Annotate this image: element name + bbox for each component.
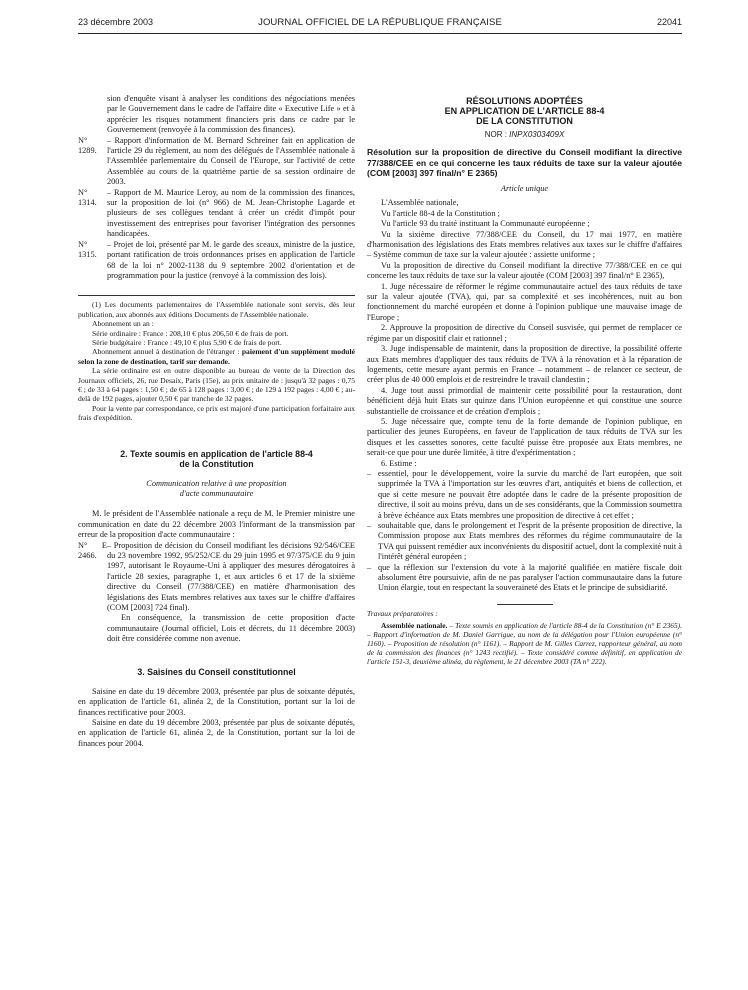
entry-number: N° E 2466. xyxy=(78,540,107,561)
list-item xyxy=(367,469,682,521)
continued-entry-text: sion d'enquête visant à analyser les conditions des négociations menées par le Gouvernement dans le cadre de l'affaire dite « Executive Life » et à apprécier les risques notamment financiers pris dans ce cadre par le Gouvernement (renvoyée à la commission des finances). xyxy=(107,94,355,135)
separator-rule xyxy=(497,604,553,605)
section-2-paragraph: M. le président de l'Assemblée nationale a reçu de M. le Premier ministre une communication en date du 22 décembre 2003 l'informant de la transmission par erreur de la proposition d'acte communautaire : xyxy=(78,509,355,540)
section-2-subtitle-line-1: Communication relative à une proposition xyxy=(146,478,287,488)
footnote-block xyxy=(78,295,355,422)
resolution-point: 1. Juge nécessaire de réformer le régime communautaire actuel des taux réduits de taxe sur la valeur ajoutée (TVA), qui, par sa complexité et ses incohérences, nuit au bon fonctionnement du marché européen et donne à l'opinion publique une mauvaise image de l'Europe ; xyxy=(367,281,682,322)
vu-paragraph: Vu la sixième directive 77/388/CEE du Conseil, du 17 mai 1977, en matière d'harmonisation des législations des Etats membres relatives aux taxes sur le chiffre d'affaires – Système commun de taxe sur la valeur ajoutée : assiette uniforme ; xyxy=(367,229,682,260)
saisine-paragraph: Saisine en date du 19 décembre 2003, présentée par plus de soixante députés, en application de l'article 61, alinéa 2, de la Constitution, portant sur la loi de finances pour 2004. xyxy=(78,717,355,748)
subscription-budget: Série budgétaire : France : 49,10 € plus 5,90 € de frais de port. xyxy=(92,337,282,347)
entry-text: – Rapport d'information de M. Bernard Schreiner fait en application de l'article 29 du règlement, au nom des délégués de l'Assemblée nationale à l'Assemblée parlementaire du Conseil de l'Europe, sur l'activité de cette Assemblée au cours de la quatrième partie de sa session ordinaire de 2003. xyxy=(107,135,355,187)
subscription-label: Abonnement un an : xyxy=(92,319,154,329)
sale-prices: La série ordinaire est en outre disponible au bureau de vente de la Direction des Journaux officiels, 26, rue Desaix, Paris (15e), au prix unitaire de : jusqu'à 32 pages : 0,75 € ; de 33 à 64 pages : 1,50 € ; de 65 à 128 pages : 3,00 € ; de 129 à 192 pages : 4,00 € ; au-delà de 192 pages, ajouter 0,50 € par tranche de 32 pages. xyxy=(78,366,355,404)
list-item xyxy=(78,240,355,282)
mail-order-note: Pour la vente par correspondance, ce prix est majoré d'une participation forfaitaire aux frais d'expédition. xyxy=(78,403,355,423)
header-page-number: 22041 xyxy=(656,17,682,27)
vu-paragraph: Vu l'article 93 du traité instituant la Communauté européenne ; xyxy=(381,219,590,229)
subscription-abroad-terms: paiement d'un supplément modulé selon la zone de destination, tarif sur demande. xyxy=(78,347,356,366)
subscription-ordinary: Série ordinaire : France : 208,10 € plus 206,50 € de frais de port. xyxy=(92,328,289,338)
article-heading: Article unique xyxy=(500,184,549,194)
entry-continuation: En conséquence, la transmission de cette proposition d'acte communautaire (Journal officiel, Lois et décrets, du 11 décembre 2003) doit être considérée comme non avenue. xyxy=(107,613,355,644)
dash-bullet: – xyxy=(367,521,372,531)
resolution-subject: Résolution sur la proposition de directive du Conseil modifiant la directive 77/388/CEE en ce qui concerne les taux réduits de taxe sur la valeur ajoutée (COM [2003] 397 final/n° E 2365) xyxy=(367,147,682,178)
resolution-point: 6. Estime : xyxy=(381,458,417,468)
page-header xyxy=(78,17,682,31)
bullet-text: essentiel, pour le développement, voire la survie du marché de l'art européen, que soit supprimée la TVA à l'importation sur les œuvres d'art, antiquités et biens de collection, et que si cette mesure ne pouvait être adoptée dans le cadre de la présente proposition de directive, il soit au moins prévu, dans un de ses considérants, que la Commission soumettra à brève échéance aux Etats membres une proposition de directive à cet effet ; xyxy=(378,468,682,520)
nor-label: NOR : xyxy=(484,130,510,139)
travaux-heading: Travaux préparatoires : xyxy=(367,608,438,618)
resolutions-title-line-1: RÉSOLUTIONS ADOPTÉES xyxy=(466,96,583,106)
resolution-point: 2. Approuve la proposition de directive du Conseil susvisée, qui permet de remplacer ce régime par un dispositif clair et rationnel ; xyxy=(367,323,682,343)
header-title: JOURNAL OFFICIEL DE LA RÉPUBLIQUE FRANÇAISE xyxy=(258,17,502,28)
saisine-paragraph: Saisine en date du 19 décembre 2003, présentée par plus de soixante députés, en application de l'article 61, alinéa 2, de la Constitution, portant sur la loi de finances rectificative pour 2003. xyxy=(78,686,355,717)
entry-text: – Projet de loi, présenté par M. le garde des sceaux, ministre de la justice, portant ratification de trois ordonnances prises en application de l'article 68 de la loi n° 2002-1138 du 9 septembre 2002 d'orientation et de programmation pour la justice (renvoyé à la commission des lois). xyxy=(107,239,355,280)
travaux-preparatoires xyxy=(367,609,682,666)
list-item xyxy=(78,541,355,614)
right-column xyxy=(367,96,682,666)
subscription-abroad xyxy=(78,347,355,366)
header-rule xyxy=(78,33,682,34)
entry-number: N° 1289. xyxy=(78,135,97,156)
list-item xyxy=(367,521,682,563)
travaux-body xyxy=(367,621,682,666)
nor-code: INPX0303409X xyxy=(509,130,565,139)
header-date: 23 décembre 2003 xyxy=(78,17,154,27)
resolutions-title-line-2: EN APPLICATION DE L'ARTICLE 88-4 xyxy=(444,106,605,116)
vu-paragraph: Vu la proposition de directive du Conseil modifiant la directive 77/388/CEE en ce qui concerne les taux réduits de taxe sur la valeur ajoutée (COM [2003] 397 final/n° E 2365), xyxy=(367,260,682,281)
entry-text: – Proposition de décision du Conseil modifiant les décisions 92/546/CEE du 23 novembre 1992, 95/252/CE du 29 juin 1995 et 97/375/CE du 9 juin 1997, autorisant le Royaume-Uni à appliquer des mesures dérogatoires à l'article 28 sexies, paragraphe 1, et aux articles 6 et 17 de la sixième directive du Conseil (77/388/CEE) en matière d'harmonisation des législations des Etats membres relatives aux taxes sur le chiffre d'affaires (COM [2003] 724 final). xyxy=(107,540,355,613)
section-2-subtitle-line-2: d'acte communautaire xyxy=(179,489,254,498)
list-item xyxy=(78,136,355,188)
resolution-point: 3. Juge indispensable de maintenir, dans la proposition de directive, la possibilité offerte aux Etats membres d'appliquer des taux réduits de TVA à la rénovation et à la réparation de logements, cette mesure ayant permis en France – notamment – de relancer ce secteur, de créer plus de 40 000 emplois et de restreindre le travail clandestin ; xyxy=(367,344,682,385)
footnote: (1) Les documents parlementaires de l'Assemblée nationale sont servis, dès leur publication, aux abonnés aux éditions Documents de l'Assemblée nationale. xyxy=(78,300,355,319)
resolution-point: 4. Juge tout aussi primordial de maintenir cette possibilité pour la restauration, dont bénéficient déjà huit Etats sur quinze dans l'Union européenne et qui constitue une source substantielle de croissance et de création d'emplois ; xyxy=(367,385,682,416)
vu-paragraph: L'Assemblée nationale, xyxy=(381,198,459,208)
subscription-abroad-label: Abonnement annuel à destination de l'étranger : xyxy=(92,347,242,357)
left-column xyxy=(78,94,355,749)
bullet-text: que la réflexion sur l'extension du vote à la majorité qualifiée en matière fiscale doit absolument être poursuivie, afin de ne pas paralyser l'action communautaire dans la future Union élargie, tout en respectant la souveraineté des Etats et le principe de subsidiarité. xyxy=(378,562,682,593)
list-item xyxy=(367,563,682,594)
travaux-assembly: Assemblée nationale. xyxy=(381,620,448,630)
travaux-text: – Texte soumis en application de l'article 88-4 de la Constitution (n° E 2365). – Rapport d'information de M. Daniel Garrigue, au nom de la délégation pour l'Union européenne (n° 1160). – Proposition de résolution (n° 1161). – Rapport de M. Gilles Carrez, rapporteur général, au nom de la commission des finances (n° 1243 rectifié). – Texte considéré comme définitif, en application de l'article 151-3, deuxième alinéa, du règlement, le 21 décembre 2003 (TA n° 222). xyxy=(367,620,682,666)
entry-number: N° 1314. xyxy=(78,187,97,208)
entry-text: – Rapport de M. Maurice Leroy, au nom de la commission des finances, sur la proposition de loi (n° 966) de M. Jean-Christophe Lagarde et plusieurs de ses collègues tendant à créer un crédit d'impôt pour investissement des entreprises pour favoriser l'intégration des personnes handicapées. xyxy=(107,187,355,239)
resolutions-title-line-3: DE LA CONSTITUTION xyxy=(476,116,573,126)
entry-number: N° 1315. xyxy=(78,239,97,260)
section-2-title-line-1: 2. Texte soumis en application de l'article 88-4 xyxy=(120,448,313,459)
section-3-title: 3. Saisines du Conseil constitutionnel xyxy=(137,666,296,677)
bullet-text: souhaitable que, dans le prolongement et l'esprit de la présente proposition de directive, la Commission propose aux Etats membres des réformes du régime communautaire de la TVA qui puissent remédier aux inconvénients du dispositif actuel, dont la complexité nuit à l'intérêt général européen ; xyxy=(378,521,682,562)
resolution-point: 5. Juge nécessaire que, compte tenu de la forte demande de l'opinion publique, en particulier des jeunes Européens, en faveur de l'application de taux réduits de TVA sur les disques et les cassettes sonores, cette faculté puisse être proposée aux Etats membres, ne serait-ce que pour une durée limitée, à titre d'expérimentation ; xyxy=(367,416,682,458)
nor-reference xyxy=(367,130,682,140)
dash-bullet: – xyxy=(367,562,372,572)
vu-paragraph: Vu l'article 88-4 de la Constitution ; xyxy=(381,208,500,218)
section-2-title-line-2: de la Constitution xyxy=(179,458,254,469)
list-item xyxy=(78,188,355,240)
dash-bullet: – xyxy=(367,468,372,478)
